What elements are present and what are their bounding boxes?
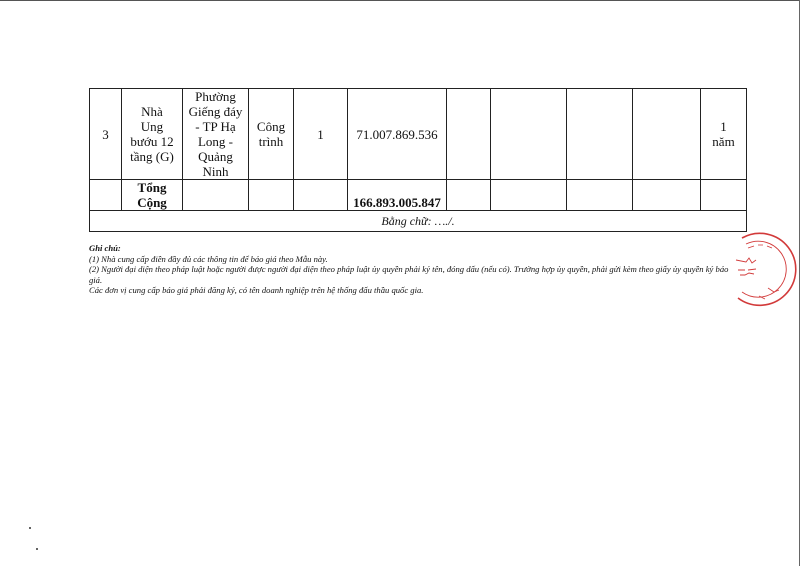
note-line: (1) Nhà cung cấp điền đầy đủ các thông tin để báo giá theo Mẫu này. — [89, 253, 328, 264]
duration-line: năm — [712, 134, 735, 149]
stt-cell: 3 — [90, 89, 122, 180]
empty-cell — [90, 180, 122, 211]
location-line: Quảng — [198, 149, 233, 164]
table-row — [90, 89, 747, 180]
empty-cell — [294, 180, 348, 211]
total-label-line: Cộng — [137, 195, 167, 210]
amount-in-words: Bằng chữ: …./. — [90, 211, 747, 232]
empty-cell — [447, 180, 491, 211]
total-amount-cell: 166.893.005.847 — [348, 180, 447, 211]
location-line: Phường — [195, 89, 236, 104]
in-words-row — [90, 211, 747, 232]
page-edge — [0, 0, 800, 1]
item-name-line: tầng (G) — [130, 149, 174, 164]
quotation-table — [89, 88, 747, 232]
empty-cell — [447, 89, 491, 180]
location-line: - TP Hạ — [195, 119, 236, 134]
item-name-line: bướu 12 — [130, 134, 174, 149]
scan-speck — [36, 548, 38, 550]
empty-cell — [567, 89, 633, 180]
location-line: Long - — [197, 134, 234, 149]
total-label-line: Tổng — [137, 180, 167, 195]
empty-cell — [249, 180, 294, 211]
empty-cell — [183, 180, 249, 211]
duration-line: 1 — [720, 119, 727, 134]
total-row — [90, 180, 747, 211]
item-name-line: Nhà — [141, 104, 163, 119]
empty-cell — [491, 180, 567, 211]
note-line: Các đơn vị cung cấp báo giá phải đăng ký, có tên doanh nghiệp trên hệ thống đấu thầu quốc gia. — [89, 285, 424, 295]
empty-cell — [633, 180, 701, 211]
empty-cell — [567, 180, 633, 211]
duration-cell — [701, 89, 747, 180]
item-name-line: Ung — [140, 119, 164, 134]
amount-cell: 71.007.869.536 — [348, 89, 447, 180]
location-cell — [183, 89, 249, 180]
unit-cell — [249, 89, 294, 180]
notes-section — [89, 243, 729, 296]
empty-cell — [633, 89, 701, 180]
scan-speck — [29, 527, 31, 529]
location-line: Giếng đáy — [188, 104, 243, 119]
company-seal-stamp — [728, 230, 800, 310]
empty-cell — [701, 180, 747, 211]
unit-line: Công — [256, 119, 286, 134]
note-line: (2) Người đại diện theo pháp luật hoặc người được người đại diện theo pháp luật ủy quyền phải ký tên, đóng dấu (nếu có). Trường hợp ủy quyền, phải gửi kèm theo giấy ủy quyền ký báo giá. — [89, 264, 729, 285]
quantity-cell: 1 — [294, 89, 348, 180]
notes-heading: Ghi chú: — [89, 243, 121, 253]
unit-line: trình — [258, 134, 284, 149]
total-label-cell — [122, 180, 183, 211]
location-line: Ninh — [202, 164, 229, 179]
item-name-cell — [122, 89, 183, 180]
empty-cell — [491, 89, 567, 180]
